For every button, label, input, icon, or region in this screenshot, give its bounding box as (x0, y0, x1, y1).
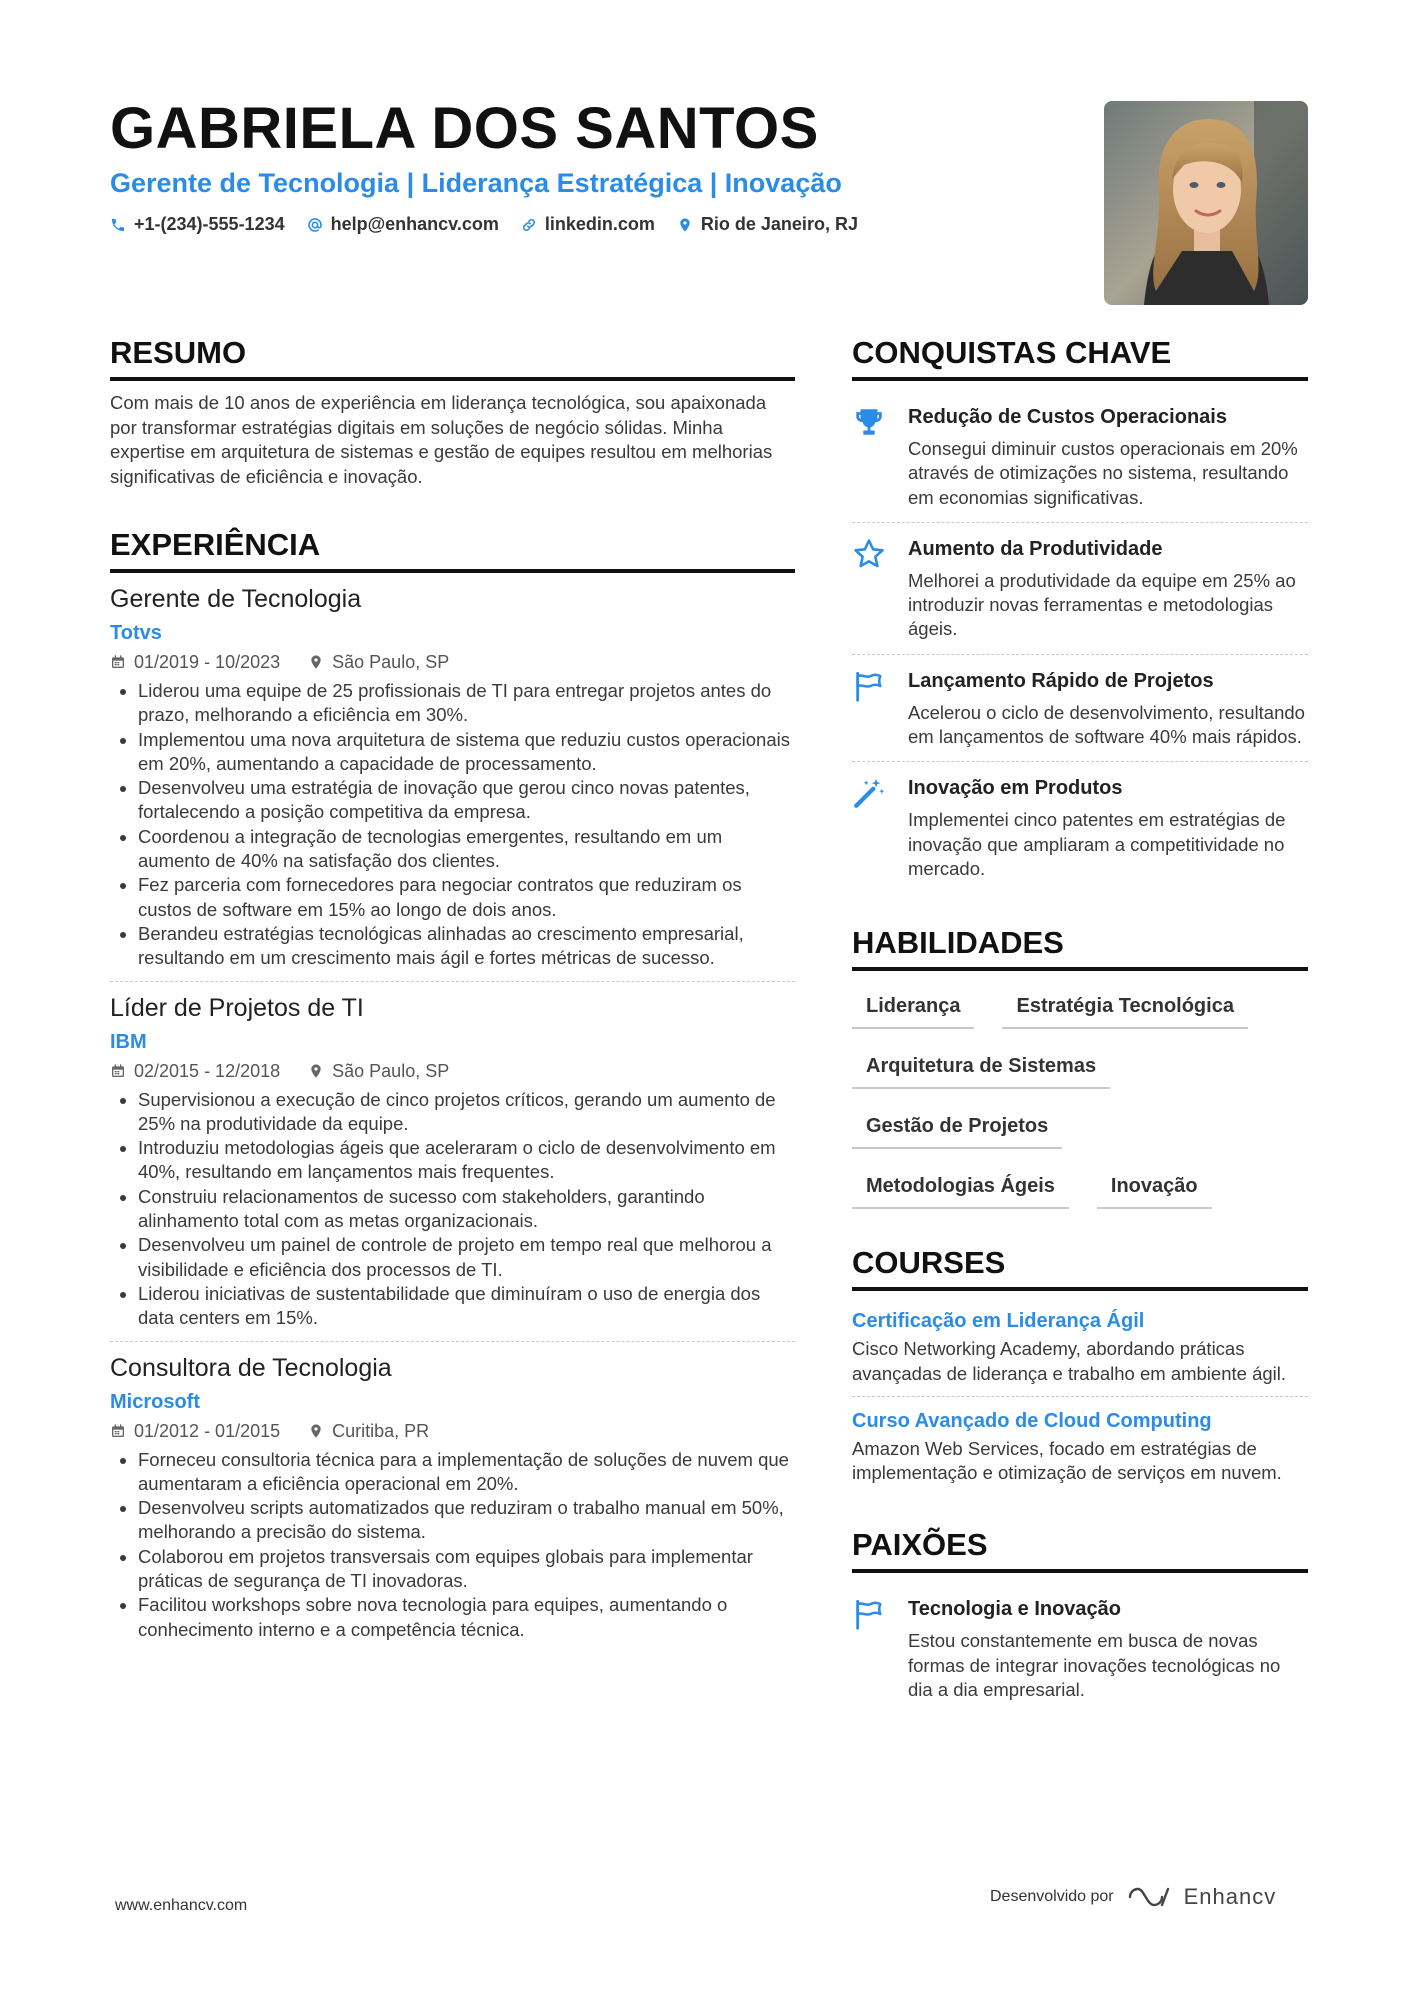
contact-email[interactable] (307, 214, 499, 235)
job-entry (110, 583, 795, 981)
section-title-skills: HABILIDADES (852, 923, 1308, 971)
job-dates (110, 649, 280, 675)
job-location (308, 649, 449, 675)
job-title: Gerente de Tecnologia (110, 585, 362, 613)
job-bullet: • Colaborou em projetos transversais com equipes globais para implementar práticas de segurança de TI inovadoras. (138, 1545, 795, 1594)
avatar (1104, 101, 1308, 305)
section-title-passions: PAIXÕES (852, 1525, 1308, 1573)
course-title[interactable]: Curso Avançado de Cloud Computing (852, 1409, 1212, 1432)
magic-wand-icon (852, 776, 886, 810)
location-pin-icon (308, 1423, 324, 1439)
skill-tag: Arquitetura de Sistemas (852, 1047, 1110, 1089)
footer-brand[interactable] (990, 1884, 1276, 1910)
achievement-desc: Consegui diminuir custos operacionais em 20% através de otimizações no sistema, resultando em economias significativas. (908, 438, 1298, 508)
section-title-summary: RESUMO (110, 333, 795, 381)
achievement-desc: Implementei cinco patentes em estratégias de inovação que ampliaram a competitividade no mercado. (908, 809, 1286, 879)
section-title-courses: COURSES (852, 1243, 1308, 1291)
company-name[interactable]: Totvs (110, 622, 162, 644)
at-icon (307, 217, 323, 233)
job-entry (110, 1341, 795, 1652)
company-name[interactable]: Microsoft (110, 1390, 200, 1413)
job-bullet: • Coordenou a integração de tecnologias emergentes, resultando em um aumento de 40% na satisfação dos clientes. (138, 825, 795, 874)
job-meta (110, 649, 795, 675)
job-bullet: • Supervisionou a execução de cinco projetos críticos, gerando um aumento de 25% na produtividade da equipe. (138, 1088, 795, 1137)
course-title[interactable]: Certificação em Liderança Ágil (852, 1310, 1145, 1333)
flag-icon (852, 1597, 886, 1631)
right-column (852, 333, 1308, 1714)
section-title-achievements: CONQUISTAS CHAVE (852, 333, 1308, 381)
company-name[interactable]: IBM (110, 1030, 147, 1053)
achievement-title: Lançamento Rápido de Projetos (908, 669, 1214, 692)
job-location-text: Curitiba, PR (332, 1420, 430, 1441)
job-bullets (110, 1448, 795, 1642)
location-pin-icon (308, 654, 324, 670)
achievement-item (852, 522, 1308, 654)
section-title-experience: EXPERIÊNCIA (110, 525, 795, 573)
skill-tag: Liderança (852, 987, 974, 1029)
job-bullet: • Desenvolveu uma estratégia de inovação que gerou cinco novas patentes, fortalecendo a posição competitiva da empresa. (138, 776, 795, 825)
job-dates (110, 1058, 280, 1084)
job-bullet: • Liderou uma equipe de 25 profissionais de TI para entregar projetos antes do prazo, melhorando a eficiência em 30%. (138, 679, 795, 728)
job-bullet: • Introduziu metodologias ágeis que aceleraram o ciclo de desenvolvimento em 40%, resultando em lançamentos mais frequentes. (138, 1136, 795, 1185)
job-bullet: • Forneceu consultoria técnica para a implementação de soluções de nuvem que aumentaram a eficiência operacional em 20%. (138, 1448, 795, 1497)
job-dates-text: 01/2019 - 10/2023 (134, 652, 281, 672)
skills-list (852, 981, 1308, 1209)
passion-item (852, 1583, 1308, 1714)
brand-name: Enhancv (1183, 1884, 1277, 1909)
job-entry (110, 981, 795, 1341)
linkedin-text: linkedin.com (544, 214, 655, 234)
job-location-text: São Paulo, SP (332, 652, 450, 672)
phone-icon (110, 217, 126, 233)
powered-by-label: Desenvolvido por (990, 1888, 1114, 1905)
calendar-icon (110, 1063, 126, 1079)
achievement-title: Redução de Custos Operacionais (908, 406, 1227, 428)
star-icon (852, 537, 886, 571)
achievement-item (852, 654, 1308, 762)
skill-tag: Estratégia Tecnológica (1002, 987, 1247, 1029)
contact-phone[interactable] (110, 214, 285, 235)
enhancv-logo-icon (1126, 1885, 1172, 1909)
job-bullet: • Fez parceria com fornecedores para negociar contratos que reduziram os custos de software em 15% ao longo de dois anos. (138, 873, 795, 922)
job-dates (110, 1418, 280, 1444)
phone-text: +1-(234)-555-1234 (134, 214, 285, 234)
job-title: Consultora de Tecnologia (110, 1353, 392, 1382)
job-bullet: • Construiu relacionamentos de sucesso com stakeholders, garantindo alinhamento total com as metas organizacionais. (138, 1185, 795, 1234)
candidate-name: GABRIELA DOS SANTOS (110, 96, 819, 161)
calendar-icon (110, 654, 126, 670)
link-icon (521, 217, 537, 233)
achievement-desc: Melhorei a produtividade da equipe em 25% ao introduzir novas ferramentas e metodologias ágeis. (908, 569, 1296, 640)
contact-list (110, 214, 1010, 235)
course-item (852, 1396, 1308, 1496)
passion-title: Tecnologia e Inovação (908, 1598, 1122, 1621)
location-text: Rio de Janeiro, RJ (700, 214, 858, 234)
job-title: Líder de Projetos de TI (110, 993, 364, 1022)
job-bullets (110, 1088, 795, 1331)
job-bullet: • Desenvolveu um painel de controle de projeto em tempo real que melhorou a visibilidade e eficiência dos processos de TI. (138, 1233, 795, 1282)
job-dates-text: 02/2015 - 12/2018 (134, 1060, 281, 1081)
job-meta (110, 1418, 795, 1444)
contact-linkedin[interactable] (521, 214, 655, 235)
course-desc: Amazon Web Services, focado em estratégias de implementação e otimização de serviços em nuvem. (852, 1437, 1282, 1484)
summary-text: Com mais de 10 anos de experiência em liderança tecnológica, sou apaixonada por transformar estratégias digitais em soluções de negócio sólidas. Minha expertise em arquitetura de sistemas e gestão de equipes resultou em melhorias significativas de eficiência e inovação. (110, 392, 773, 487)
skill-tag: Gestão de Projetos (852, 1107, 1062, 1149)
job-location (308, 1418, 429, 1444)
header (110, 96, 1010, 235)
job-dates-text: 01/2012 - 01/2015 (134, 1420, 281, 1441)
left-column (110, 333, 795, 1652)
job-location (308, 1058, 449, 1084)
headline: Gerente de Tecnologia | Liderança Estratégica | Inovação (110, 168, 842, 198)
job-bullet: • Facilitou workshops sobre nova tecnologia para equipes, aumentando o conhecimento interno e a competência técnica. (138, 1593, 795, 1642)
achievement-title: Inovação em Produtos (908, 777, 1123, 800)
trophy-icon (852, 405, 886, 439)
profile-photo (1104, 101, 1308, 305)
calendar-icon (110, 1423, 126, 1439)
job-meta (110, 1058, 795, 1084)
job-bullet: • Implementou uma nova arquitetura de sistema que reduziu custos operacionais em 20%, aumentando a capacidade de processamento. (138, 728, 795, 777)
job-bullet: • Berandeu estratégias tecnológicas alinhadas ao crescimento empresarial, resultando em um crescimento mais ágil e fortes métricas de sucesso. (138, 922, 795, 971)
location-pin-icon (308, 1063, 324, 1079)
course-item (852, 1301, 1308, 1396)
achievement-title: Aumento da Produtividade (908, 537, 1163, 560)
job-bullet: • Liderou iniciativas de sustentabilidade que diminuíram o uso de energia dos data centers em 15%. (138, 1282, 795, 1331)
passion-desc: Estou constantemente em busca de novas formas de integrar inovações tecnológicas no dia a dia empresarial. (908, 1630, 1281, 1701)
email-text: help@enhancv.com (330, 214, 499, 234)
job-location-text: São Paulo, SP (332, 1060, 450, 1081)
location-pin-icon (677, 217, 693, 233)
achievement-item (852, 761, 1308, 893)
skill-tag: Metodologias Ágeis (852, 1167, 1069, 1209)
job-bullets (110, 679, 795, 971)
footer-website[interactable]: www.enhancv.com (115, 1897, 248, 1914)
achievement-item (852, 391, 1308, 522)
skill-tag: Inovação (1097, 1167, 1212, 1209)
job-bullet: • Desenvolveu scripts automatizados que reduziram o trabalho manual em 50%, melhorando a precisão do sistema. (138, 1496, 795, 1545)
course-desc: Cisco Networking Academy, abordando práticas avançadas de liderança e trabalho em ambiente ágil. (852, 1338, 1287, 1384)
achievement-desc: Acelerou o ciclo de desenvolvimento, resultando em lançamentos de software 40% mais rápidos. (908, 701, 1305, 748)
contact-location (677, 214, 858, 235)
flag-icon (852, 669, 886, 703)
